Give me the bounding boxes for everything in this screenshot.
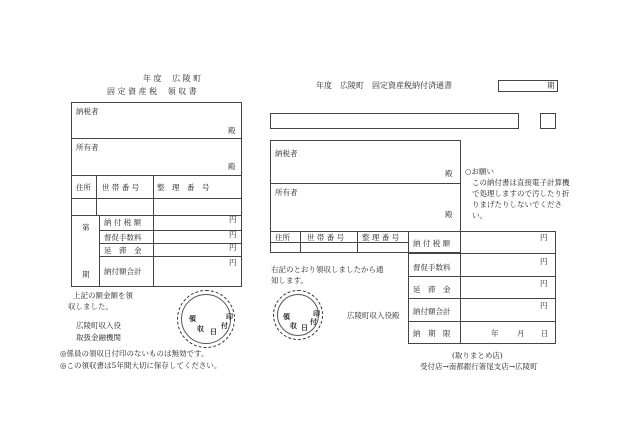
right-yen-1: 円 [540,233,548,242]
left-taxpayer-dono: 殿 [228,126,236,135]
left-household-label: 世 帯 番 号 [102,183,140,192]
left-received-2: 収しました。 [68,302,113,311]
left-yen-2: 円 [229,230,237,239]
right-yen-4: 円 [540,301,548,310]
right-yen-3: 円 [540,279,548,288]
right-notice-body: この納付書は直接電子計算機で処理しますので汚したり折りまげたりしないでください。 [472,178,570,220]
left-note-2: ◎この領収書は5年間大切に保存してください。 [60,361,222,370]
right-period-label: 期 [547,81,555,90]
right-taxpayer-dono: 殿 [445,169,453,178]
right-collect-body: 受付店→南都銀行箸尾支店→広陵町 [420,362,538,371]
left-owner-label: 所有者 [76,143,99,152]
right-received-1: 右記のとおり領収しましたから通 [271,265,384,274]
right-check-box [540,113,556,129]
right-ref-label: 整 理 番 号 [362,233,400,242]
left-yen-1: 円 [229,215,237,224]
left-note-1: ◎係員の領収日付印のないものは無効です。 [60,349,209,358]
right-row-late: 延 滞 金 [413,285,451,294]
right-received-2: 知します。 [271,276,308,285]
right-due-month: 月 [517,329,525,338]
right-row-total: 納付額合計 [413,307,451,316]
right-due-year: 年 [491,329,499,338]
right-due-day: 日 [541,329,549,338]
left-address-label: 住所 [76,183,91,192]
right-office: 広陵町収入役殿 [347,311,400,320]
left-owner-dono: 殿 [228,162,236,171]
left-year-line: 年 度 広 陵 町 [143,74,202,83]
left-row-total: 納付額合計 [104,267,142,276]
right-address-label: 住所 [275,233,290,242]
left-title: 固 定 資 産 税 領 収 書 [107,87,197,96]
left-office-2: 取扱金融機関 [76,333,121,342]
left-row-tax: 納 付 税 額 [104,218,142,227]
left-ki: 期 [82,270,90,279]
right-owner-label: 所有者 [275,188,298,197]
left-yen-3: 円 [229,243,237,252]
right-notice-title: ○お願い [465,167,495,176]
right-owner-dono: 殿 [445,210,453,219]
right-household-label: 世 帯 番 号 [307,233,345,242]
left-received-1: 上記の額金額を領 [73,291,133,300]
left-dai: 第 [82,223,90,232]
left-office-1: 広陵町収入役 [76,321,121,330]
left-taxpayer-label: 納税者 [76,107,99,116]
right-row-fee: 督促手数料 [413,263,451,272]
right-yen-2: 円 [540,257,548,266]
right-taxpayer-label: 納税者 [275,149,298,158]
left-row-late: 延 滞 金 [104,246,142,255]
right-title: 年度 広陵町 固定資産税納付済通書 [316,81,452,90]
left-yen-4: 円 [229,258,237,267]
right-row-tax: 納 付 税 額 [413,239,451,248]
right-ocr-field [270,113,519,129]
left-ref-label: 整 理 番 号 [157,183,210,192]
right-collect-title: (取りまとめ店) [452,351,503,360]
left-row-fee: 督促手数料 [104,233,142,242]
right-row-due: 納 期 限 [413,329,451,338]
